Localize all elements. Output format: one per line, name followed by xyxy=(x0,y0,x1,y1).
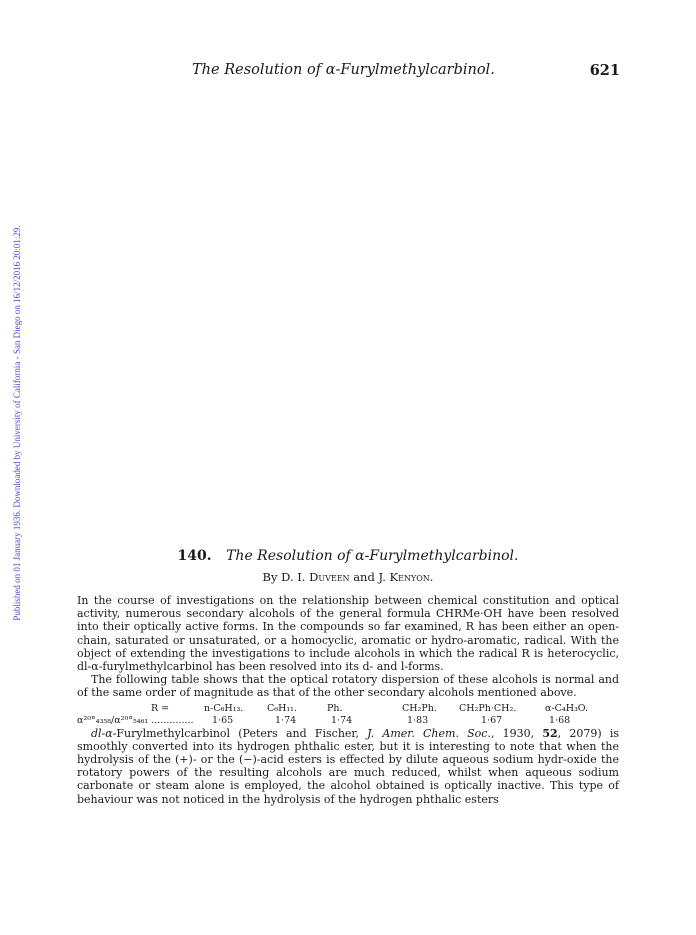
paragraph-text: , 1930, xyxy=(490,726,543,740)
article-title: The Resolution of α-Furylmethylcarbinol. xyxy=(226,548,519,564)
table-ratio-label: α²⁰°₄₃₅₈/α²⁰°₅₄₆₁ .............. xyxy=(77,714,194,726)
paragraph-intro: In the course of investigations on the relationship between chemical constitution and optical activity, numerous secondary alcohols of the general formula CHRMe·OH have been resolved into their optically active forms. In the compounds so far examined, R has been either an open-chain, saturated or unsaturated, or a homocyclic, aromatic or hydro-aromatic, radical. With the object of extending the investigations to include alcohols in which the radical R is heterocyclic, dl-α-furylmethylcarbinol has been resolved into its d- and l-forms. xyxy=(77,594,619,674)
table-value-cell: 1·67 xyxy=(481,714,503,726)
table-header-cell: C₆H₁₁. xyxy=(267,702,297,714)
article xyxy=(77,548,619,806)
journal-volume: 52 xyxy=(542,726,558,740)
byline-by: By xyxy=(262,570,278,584)
byline-and: and xyxy=(353,570,375,584)
paragraph-hydrolysis xyxy=(77,727,619,806)
download-watermark: Published on 01 January 1936. Downloaded by University of California - San Diego on 16/12/2016 20:01:29. xyxy=(12,225,22,621)
table-header-cell: n-C₆H₁₃. xyxy=(204,702,244,714)
table-value-cell: 1·74 xyxy=(275,714,297,726)
article-number: 140. xyxy=(177,548,212,564)
table-value-cell: 1·74 xyxy=(331,714,353,726)
table-row-label: R = xyxy=(151,702,170,714)
table-header-cell: CH₂Ph. xyxy=(402,702,437,714)
running-title: The Resolution of α-Furylmethylcarbinol. xyxy=(192,62,495,78)
paragraph-table-intro: The following table shows that the optical rotatory dispersion of these alcohols is normal and of the same order of magnitude as that of the other secondary alcohols mentioned above. xyxy=(77,673,619,700)
author-1: D. I. Duveen xyxy=(281,570,350,584)
dispersion-table xyxy=(77,703,619,727)
table-header-cell: α-C₄H₃O. xyxy=(545,702,589,714)
byline xyxy=(77,570,619,584)
journal-name: J. Amer. Chem. Soc. xyxy=(367,726,491,740)
table-value-cell: 1·83 xyxy=(407,714,429,726)
table-value-cell: 1·65 xyxy=(212,714,234,726)
article-heading xyxy=(77,548,619,564)
paragraph-text: , 2079) is smoothly converted into its hydrogen phthalic ester, but it is interesting to note that when the hydrolysis of the (+)- or the (−)-acid esters is effected by dilute aqueous sodium hydr-oxide the rotatory powers of the resulting alcohols are much reduced, whilst when aqueous sodium carbonate or steam alone is employed, the alcohol obtained is optically inactive. This type of behaviour was not noticed in the hydrolysis of the hydrogen phthalic esters xyxy=(77,726,619,806)
page-number: 621 xyxy=(589,62,620,79)
table-header-cell: Ph. xyxy=(327,702,343,714)
running-head xyxy=(120,62,620,82)
author-2: J. Kenyon. xyxy=(378,570,434,584)
dl-prefix: dl-α- xyxy=(91,726,117,740)
paragraph-text: Furylmethylcarbinol (Peters and Fischer, xyxy=(116,726,368,740)
table-header-cell: CH₂Ph·CH₂. xyxy=(459,702,517,714)
table-value-cell: 1·68 xyxy=(549,714,571,726)
